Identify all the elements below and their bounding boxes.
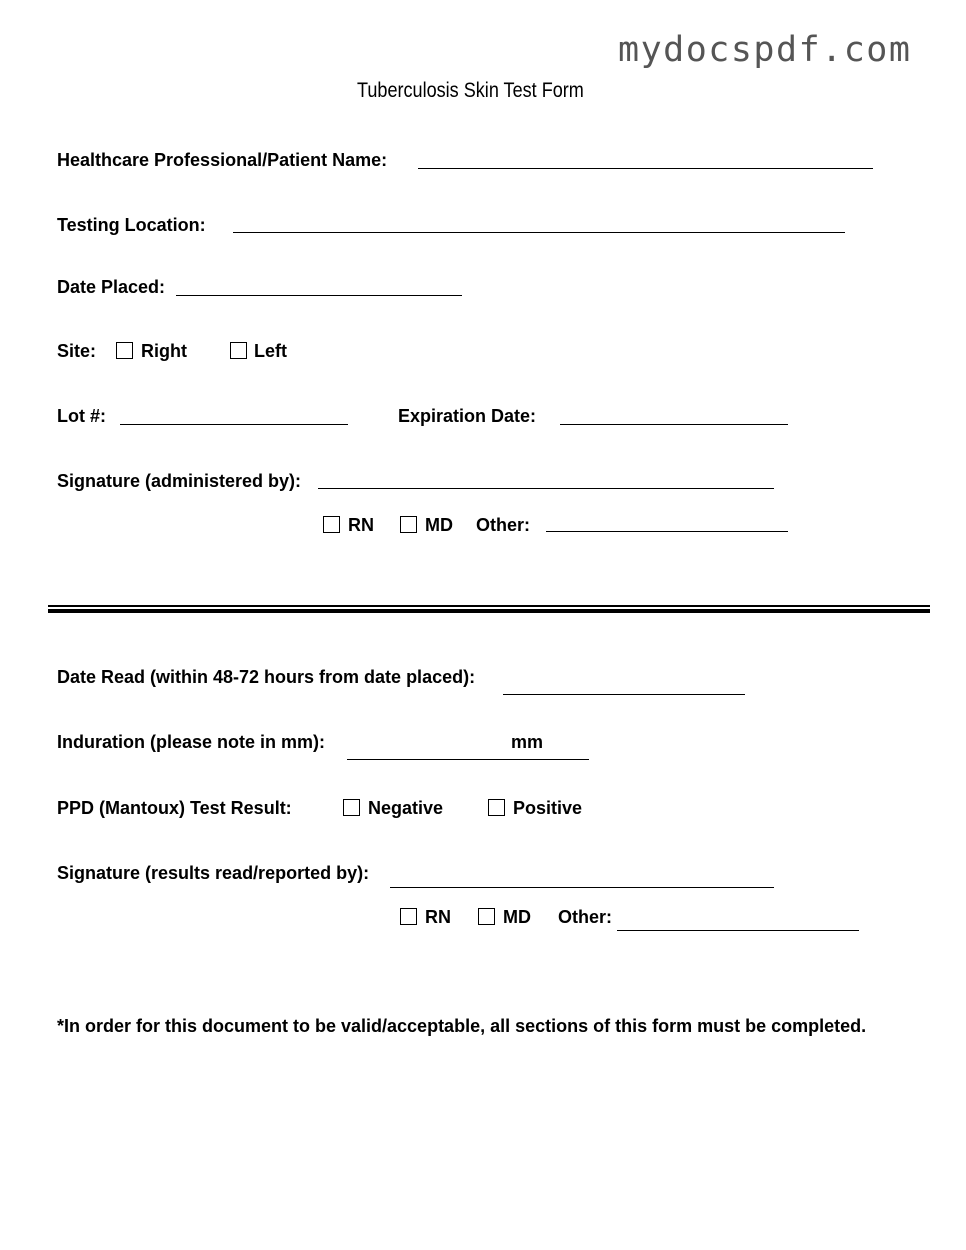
read-md-checkbox[interactable] (478, 908, 495, 925)
section-divider-thin (48, 605, 930, 607)
expiration-date-label: Expiration Date: (398, 406, 537, 426)
signature-administered-label: Signature (administered by): (57, 471, 302, 491)
watermark: mydocspdf.com (618, 30, 912, 70)
date-read-field[interactable] (503, 694, 745, 695)
date-placed-label: Date Placed: (57, 277, 166, 297)
read-other-field[interactable] (617, 930, 859, 931)
administered-md-checkbox[interactable] (400, 516, 417, 533)
administered-rn-label: RN (348, 515, 374, 535)
site-left-checkbox[interactable] (230, 342, 247, 359)
date-placed-field[interactable] (176, 295, 462, 296)
administered-md-label: MD (425, 515, 453, 535)
testing-location-label: Testing Location: (57, 215, 206, 235)
date-read-label: Date Read (within 48-72 hours from date placed): (57, 667, 476, 687)
name-label: Healthcare Professional/Patient Name: (57, 150, 388, 170)
read-rn-checkbox[interactable] (400, 908, 417, 925)
section-divider-thick (48, 609, 930, 613)
positive-label: Positive (513, 798, 583, 818)
signature-administered-field[interactable] (318, 488, 774, 489)
completion-footnote: *In order for this document to be valid/acceptable, all sections of this form must be completed. (57, 1016, 867, 1036)
induration-unit: mm (511, 732, 544, 752)
induration-label: Induration (please note in mm): (57, 732, 326, 752)
induration-field[interactable] (347, 759, 589, 760)
read-md-label: MD (503, 907, 531, 927)
administered-other-label: Other: (476, 515, 530, 535)
site-left-label: Left (254, 341, 287, 361)
site-right-label: Right (141, 341, 187, 361)
site-right-checkbox[interactable] (116, 342, 133, 359)
negative-label: Negative (368, 798, 444, 818)
ppd-result-label: PPD (Mantoux) Test Result: (57, 798, 292, 818)
signature-read-label: Signature (results read/reported by): (57, 863, 370, 883)
positive-checkbox[interactable] (488, 799, 505, 816)
negative-checkbox[interactable] (343, 799, 360, 816)
lot-number-label: Lot #: (57, 406, 106, 426)
administered-rn-checkbox[interactable] (323, 516, 340, 533)
expiration-date-field[interactable] (560, 424, 788, 425)
testing-location-field[interactable] (233, 232, 845, 233)
administered-other-field[interactable] (546, 531, 788, 532)
read-other-label: Other: (558, 907, 612, 927)
form-title: Tuberculosis Skin Test Form (357, 79, 584, 102)
read-rn-label: RN (425, 907, 451, 927)
lot-number-field[interactable] (120, 424, 348, 425)
signature-read-field[interactable] (390, 887, 774, 888)
name-field[interactable] (418, 168, 873, 169)
site-label: Site: (57, 341, 97, 361)
